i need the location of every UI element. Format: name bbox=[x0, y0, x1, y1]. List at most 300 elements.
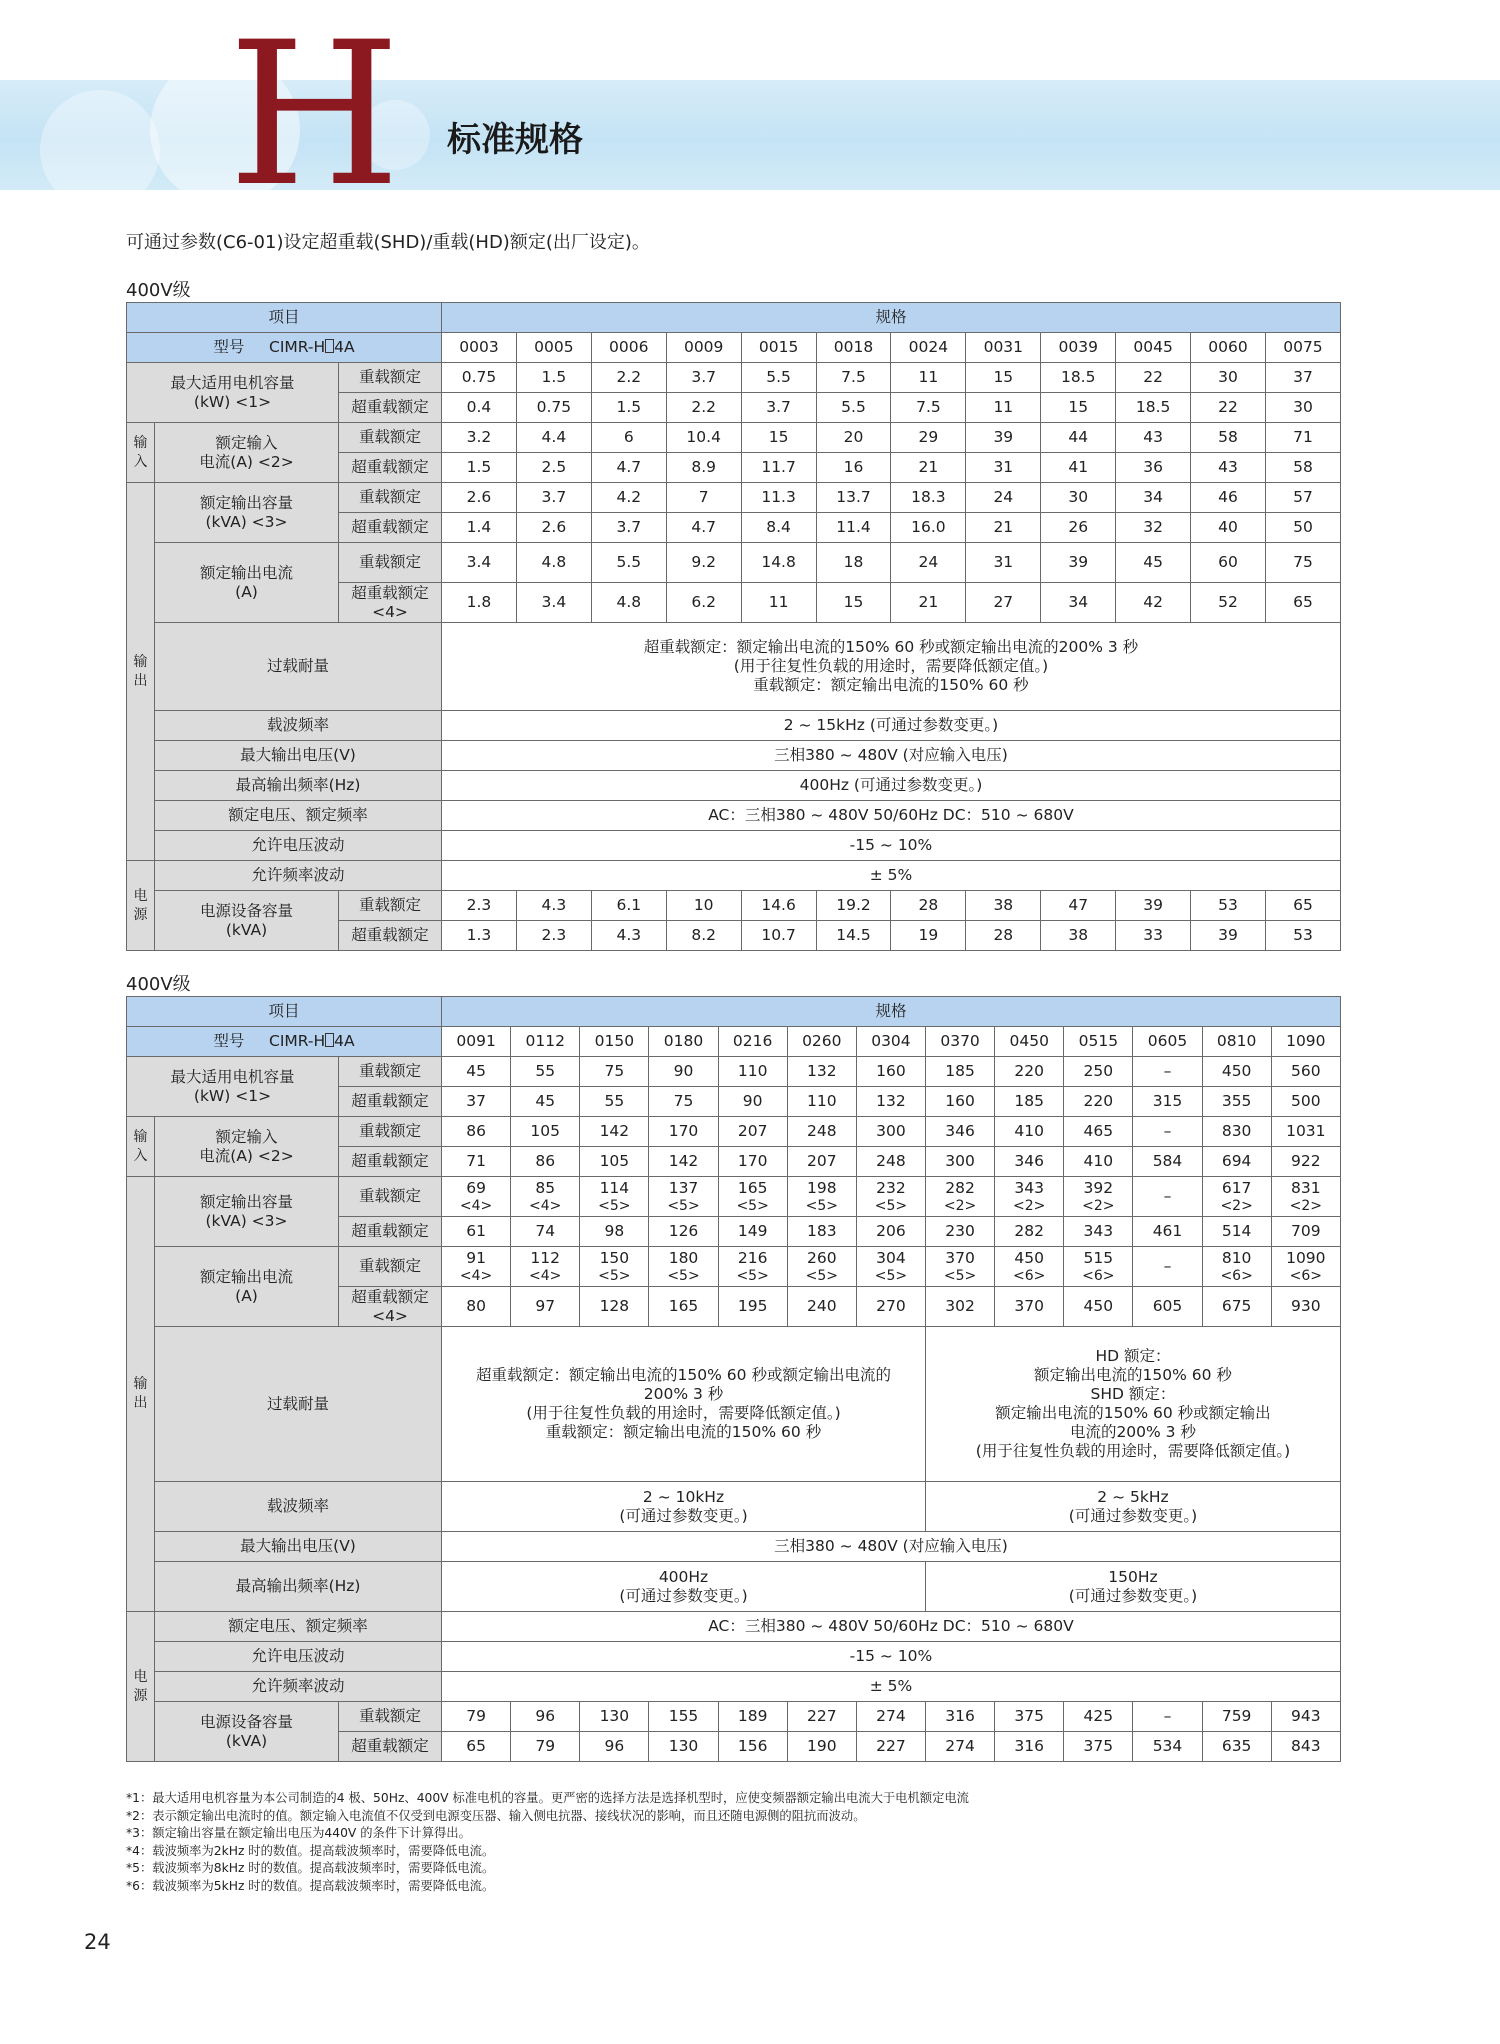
value-cell: 346 bbox=[926, 1117, 995, 1147]
value-cell: 90 bbox=[718, 1087, 787, 1117]
value-cell: 19 bbox=[891, 921, 966, 951]
value-cell: 14.5 bbox=[816, 921, 891, 951]
value-cell: 180 <5> bbox=[649, 1247, 718, 1287]
value-cell: 149 bbox=[718, 1217, 787, 1247]
value-cell: 57 bbox=[1265, 483, 1340, 513]
footnote: *2：表示额定输出电流时的值。额定输入电流值不仅受到电源变压器、输入侧电抗器、接线状况的影响，而且还随电源侧的阻抗而波动。 bbox=[126, 1808, 866, 1823]
row-label: 最大输出电压(V) bbox=[155, 741, 442, 771]
table-row bbox=[127, 1027, 1341, 1057]
header-item: 项目 bbox=[127, 303, 442, 333]
value-cell: 1.4 bbox=[442, 513, 517, 543]
model-number: 0216 bbox=[718, 1027, 787, 1057]
value-cell: 450 bbox=[1064, 1287, 1133, 1327]
spec-text: 三相380 ~ 480V (对应输入电压) bbox=[442, 741, 1341, 771]
model-number: 0009 bbox=[666, 333, 741, 363]
model-number: 0260 bbox=[787, 1027, 856, 1057]
value-cell: 375 bbox=[995, 1702, 1064, 1732]
value-cell: 230 bbox=[926, 1217, 995, 1247]
rating-label: 重载额定 bbox=[339, 1177, 442, 1217]
group-label: 输 入 bbox=[127, 423, 155, 483]
spec-text: 150Hz (可通过参数变更。) bbox=[926, 1562, 1341, 1612]
value-cell: 52 bbox=[1191, 583, 1266, 623]
value-cell: 635 bbox=[1202, 1732, 1271, 1762]
value-cell: 75 bbox=[580, 1057, 649, 1087]
model-number: 0515 bbox=[1064, 1027, 1133, 1057]
value-cell: 450 bbox=[1202, 1057, 1271, 1087]
value-cell: 45 bbox=[1116, 543, 1191, 583]
value-cell: 240 bbox=[787, 1287, 856, 1327]
section-label: 400V级 bbox=[126, 280, 191, 301]
row-label: 额定电压、额定频率 bbox=[155, 801, 442, 831]
value-cell: 343 bbox=[1064, 1217, 1133, 1247]
value-cell: 45 bbox=[511, 1087, 580, 1117]
value-cell: 250 bbox=[1064, 1057, 1133, 1087]
value-cell: 16.0 bbox=[891, 513, 966, 543]
value-cell: 0.75 bbox=[442, 363, 517, 393]
value-cell: 2.2 bbox=[591, 363, 666, 393]
value-cell: 126 bbox=[649, 1217, 718, 1247]
value-cell: 91 <4> bbox=[442, 1247, 511, 1287]
value-cell: 316 bbox=[995, 1732, 1064, 1762]
table-row bbox=[127, 1247, 1341, 1287]
rating-label: 超重载额定 <4> bbox=[339, 1287, 442, 1327]
value-cell: 392 <2> bbox=[1064, 1177, 1133, 1217]
value-cell: 14.8 bbox=[741, 543, 816, 583]
value-cell: 1.5 bbox=[516, 363, 591, 393]
value-cell: 300 bbox=[856, 1117, 925, 1147]
rating-label: 重载额定 bbox=[339, 483, 442, 513]
value-cell: 26 bbox=[1041, 513, 1116, 543]
rating-label: 超重载额定 bbox=[339, 513, 442, 543]
header-spec: 规格 bbox=[442, 303, 1341, 333]
table-row bbox=[127, 831, 1341, 861]
model-number: 0031 bbox=[966, 333, 1041, 363]
value-cell: 105 bbox=[580, 1147, 649, 1177]
spec-table-1 bbox=[126, 302, 1341, 951]
spec-text: AC：三相380 ~ 480V 50/60Hz DC：510 ~ 680V bbox=[442, 801, 1341, 831]
value-cell: 96 bbox=[580, 1732, 649, 1762]
value-cell: 9.2 bbox=[666, 543, 741, 583]
value-cell: 137 <5> bbox=[649, 1177, 718, 1217]
value-cell: 30 bbox=[1041, 483, 1116, 513]
spec-text: ± 5% bbox=[442, 861, 1341, 891]
spec-text: 2 ~ 10kHz (可通过参数变更。) bbox=[442, 1482, 926, 1532]
value-cell: 53 bbox=[1191, 891, 1266, 921]
value-cell: 1090 <6> bbox=[1271, 1247, 1340, 1287]
value-cell: 75 bbox=[1265, 543, 1340, 583]
value-cell: 6.2 bbox=[666, 583, 741, 623]
value-cell: 1.8 bbox=[442, 583, 517, 623]
value-cell: 31 bbox=[966, 543, 1041, 583]
value-cell: 10.4 bbox=[666, 423, 741, 453]
value-cell: 5.5 bbox=[741, 363, 816, 393]
value-cell: 270 bbox=[856, 1287, 925, 1327]
value-cell: 515 <6> bbox=[1064, 1247, 1133, 1287]
value-cell: 709 bbox=[1271, 1217, 1340, 1247]
rating-label: 超重载额定 bbox=[339, 1732, 442, 1762]
value-cell: 114 <5> bbox=[580, 1177, 649, 1217]
table-row bbox=[127, 1327, 1341, 1482]
value-cell: 560 bbox=[1271, 1057, 1340, 1087]
value-cell: 248 bbox=[856, 1147, 925, 1177]
value-cell: 4.8 bbox=[516, 543, 591, 583]
value-cell: – bbox=[1133, 1117, 1202, 1147]
value-cell: 170 bbox=[649, 1117, 718, 1147]
value-cell: 44 bbox=[1041, 423, 1116, 453]
value-cell: – bbox=[1133, 1177, 1202, 1217]
value-cell: 24 bbox=[891, 543, 966, 583]
table-row bbox=[127, 483, 1341, 513]
model-number: 0450 bbox=[995, 1027, 1064, 1057]
table-row bbox=[127, 997, 1341, 1027]
group-label: 电 源 bbox=[127, 861, 155, 951]
value-cell: 65 bbox=[1265, 891, 1340, 921]
value-cell: 90 bbox=[649, 1057, 718, 1087]
value-cell: 584 bbox=[1133, 1147, 1202, 1177]
model-number: 0005 bbox=[516, 333, 591, 363]
value-cell: 0.4 bbox=[442, 393, 517, 423]
value-cell: 155 bbox=[649, 1702, 718, 1732]
value-cell: 34 bbox=[1116, 483, 1191, 513]
value-cell: 3.2 bbox=[442, 423, 517, 453]
value-cell: 15 bbox=[966, 363, 1041, 393]
rating-label: 重载额定 bbox=[339, 891, 442, 921]
section-label: 400V级 bbox=[126, 974, 191, 995]
group-label: 输 入 bbox=[127, 1117, 155, 1177]
value-cell: 185 bbox=[926, 1057, 995, 1087]
value-cell: 830 bbox=[1202, 1117, 1271, 1147]
value-cell: 282 <2> bbox=[926, 1177, 995, 1217]
value-cell: 130 bbox=[580, 1702, 649, 1732]
value-cell: 3.4 bbox=[442, 543, 517, 583]
table-row bbox=[127, 1612, 1341, 1642]
model-number: 0304 bbox=[856, 1027, 925, 1057]
value-cell: 47 bbox=[1041, 891, 1116, 921]
value-cell: 207 bbox=[718, 1117, 787, 1147]
table-row bbox=[127, 861, 1341, 891]
value-cell: 227 bbox=[787, 1702, 856, 1732]
value-cell: 43 bbox=[1116, 423, 1191, 453]
value-cell: 86 bbox=[442, 1117, 511, 1147]
value-cell: 8.9 bbox=[666, 453, 741, 483]
value-cell: 96 bbox=[511, 1702, 580, 1732]
value-cell: 16 bbox=[816, 453, 891, 483]
table-row bbox=[127, 1057, 1341, 1087]
value-cell: 3.7 bbox=[741, 393, 816, 423]
decor-bubble bbox=[40, 90, 160, 210]
value-cell: 165 <5> bbox=[718, 1177, 787, 1217]
value-cell: 85 <4> bbox=[511, 1177, 580, 1217]
model-number: 1090 bbox=[1271, 1027, 1340, 1057]
value-cell: 45 bbox=[442, 1057, 511, 1087]
rating-label: 超重载额定 bbox=[339, 1147, 442, 1177]
value-cell: 185 bbox=[995, 1087, 1064, 1117]
value-cell: 4.4 bbox=[516, 423, 591, 453]
row-label: 载波频率 bbox=[155, 1482, 442, 1532]
group-label: 电 源 bbox=[127, 1612, 155, 1762]
row-label: 额定输入 电流(A) <2> bbox=[155, 423, 339, 483]
group-label: 输 出 bbox=[127, 1177, 155, 1612]
row-label: 额定电压、额定频率 bbox=[155, 1612, 442, 1642]
value-cell: 11 bbox=[741, 583, 816, 623]
value-cell: 304 <5> bbox=[856, 1247, 925, 1287]
value-cell: 4.7 bbox=[591, 453, 666, 483]
value-cell: 31 bbox=[966, 453, 1041, 483]
value-cell: 1.5 bbox=[442, 453, 517, 483]
value-cell: 55 bbox=[511, 1057, 580, 1087]
model-label: 型号 CIMR-H 4A bbox=[127, 333, 442, 363]
rating-label: 重载额定 bbox=[339, 543, 442, 583]
value-cell: 10 bbox=[666, 891, 741, 921]
rating-label: 重载额定 bbox=[339, 423, 442, 453]
row-label: 额定输入 电流(A) <2> bbox=[155, 1117, 339, 1177]
row-label: 允许电压波动 bbox=[155, 1642, 442, 1672]
value-cell: 227 bbox=[856, 1732, 925, 1762]
model-number: 0015 bbox=[741, 333, 816, 363]
footnote: *5：载波频率为8kHz 时的数值。提高载波频率时，需要降低电流。 bbox=[126, 1861, 495, 1875]
table-row bbox=[127, 1562, 1341, 1612]
row-label: 最高输出频率(Hz) bbox=[155, 771, 442, 801]
value-cell: 39 bbox=[1116, 891, 1191, 921]
value-cell: 97 bbox=[511, 1287, 580, 1327]
value-cell: 189 bbox=[718, 1702, 787, 1732]
header-item: 项目 bbox=[127, 997, 442, 1027]
value-cell: 132 bbox=[856, 1087, 925, 1117]
model-number: 0075 bbox=[1265, 333, 1340, 363]
value-cell: 274 bbox=[926, 1732, 995, 1762]
value-cell: 248 bbox=[787, 1117, 856, 1147]
value-cell: 274 bbox=[856, 1702, 925, 1732]
table-row bbox=[127, 1672, 1341, 1702]
value-cell: 80 bbox=[442, 1287, 511, 1327]
rating-label: 重载额定 bbox=[339, 1117, 442, 1147]
model-label: 型号 CIMR-H 4A bbox=[127, 1027, 442, 1057]
value-cell: 1031 bbox=[1271, 1117, 1340, 1147]
overload-text: HD 额定： 额定输出电流的150% 60 秒 SHD 额定： 额定输出电流的150% 60 秒或额定输出 电流的200% 3 秒 (用于往复性负载的用途时，需要降低额定值。) bbox=[926, 1327, 1341, 1482]
value-cell: 21 bbox=[891, 453, 966, 483]
value-cell: 142 bbox=[580, 1117, 649, 1147]
value-cell: 30 bbox=[1191, 363, 1266, 393]
value-cell: 694 bbox=[1202, 1147, 1271, 1177]
value-cell: 38 bbox=[966, 891, 1041, 921]
value-cell: 79 bbox=[511, 1732, 580, 1762]
value-cell: 11.4 bbox=[816, 513, 891, 543]
value-cell: 206 bbox=[856, 1217, 925, 1247]
spec-text: AC：三相380 ~ 480V 50/60Hz DC：510 ~ 680V bbox=[442, 1612, 1341, 1642]
rating-label: 超重载额定 bbox=[339, 1087, 442, 1117]
value-cell: 55 bbox=[580, 1087, 649, 1117]
value-cell: 7 bbox=[666, 483, 741, 513]
value-cell: 34 bbox=[1041, 583, 1116, 623]
value-cell: 1.3 bbox=[442, 921, 517, 951]
table-row bbox=[127, 741, 1341, 771]
value-cell: 190 bbox=[787, 1732, 856, 1762]
table-row bbox=[127, 623, 1341, 711]
value-cell: 69 <4> bbox=[442, 1177, 511, 1217]
value-cell: 28 bbox=[891, 891, 966, 921]
value-cell: 79 bbox=[442, 1702, 511, 1732]
value-cell: 5.5 bbox=[591, 543, 666, 583]
value-cell: 46 bbox=[1191, 483, 1266, 513]
table-row bbox=[127, 543, 1341, 583]
value-cell: 22 bbox=[1116, 363, 1191, 393]
value-cell: 18.5 bbox=[1041, 363, 1116, 393]
value-cell: 2.5 bbox=[516, 453, 591, 483]
rating-label: 超重载额定 <4> bbox=[339, 583, 442, 623]
value-cell: 21 bbox=[891, 583, 966, 623]
row-label: 载波频率 bbox=[155, 711, 442, 741]
value-cell: 19.2 bbox=[816, 891, 891, 921]
value-cell: 2.3 bbox=[442, 891, 517, 921]
value-cell: 156 bbox=[718, 1732, 787, 1762]
overload-text: 超重载额定：额定输出电流的150% 60 秒或额定输出电流的 200% 3 秒 (用于往复性负载的用途时，需要降低额定值。) 重载额定：额定输出电流的150% 60 秒 bbox=[442, 1327, 926, 1482]
model-number: 0150 bbox=[580, 1027, 649, 1057]
value-cell: 3.7 bbox=[666, 363, 741, 393]
value-cell: 30 bbox=[1265, 393, 1340, 423]
value-cell: 18 bbox=[816, 543, 891, 583]
page-number: 24 bbox=[84, 1930, 111, 1954]
value-cell: 514 bbox=[1202, 1217, 1271, 1247]
value-cell: 8.4 bbox=[741, 513, 816, 543]
table-row bbox=[127, 801, 1341, 831]
value-cell: 3.4 bbox=[516, 583, 591, 623]
row-label: 允许频率波动 bbox=[155, 861, 442, 891]
value-cell: 375 bbox=[1064, 1732, 1133, 1762]
value-cell: 38 bbox=[1041, 921, 1116, 951]
value-cell: 39 bbox=[1041, 543, 1116, 583]
chapter-letter: H bbox=[228, 0, 401, 230]
model-number: 0024 bbox=[891, 333, 966, 363]
model-number: 0060 bbox=[1191, 333, 1266, 363]
value-cell: 41 bbox=[1041, 453, 1116, 483]
table-row bbox=[127, 1117, 1341, 1147]
value-cell: 343 <2> bbox=[995, 1177, 1064, 1217]
value-cell: 18.3 bbox=[891, 483, 966, 513]
table-row bbox=[127, 363, 1341, 393]
table-row bbox=[127, 771, 1341, 801]
row-label: 额定输出容量 (kVA) <3> bbox=[155, 483, 339, 543]
value-cell: 132 bbox=[787, 1057, 856, 1087]
value-cell: 6 bbox=[591, 423, 666, 453]
value-cell: 370 <5> bbox=[926, 1247, 995, 1287]
value-cell: 110 bbox=[718, 1057, 787, 1087]
value-cell: 15 bbox=[741, 423, 816, 453]
value-cell: 4.2 bbox=[591, 483, 666, 513]
rating-label: 重载额定 bbox=[339, 1057, 442, 1087]
value-cell: 2.2 bbox=[666, 393, 741, 423]
value-cell: 22 bbox=[1191, 393, 1266, 423]
table-row bbox=[127, 423, 1341, 453]
rating-label: 重载额定 bbox=[339, 1247, 442, 1287]
model-number: 0039 bbox=[1041, 333, 1116, 363]
value-cell: 4.8 bbox=[591, 583, 666, 623]
value-cell: 534 bbox=[1133, 1732, 1202, 1762]
rating-label: 重载额定 bbox=[339, 1702, 442, 1732]
value-cell: 843 bbox=[1271, 1732, 1340, 1762]
value-cell: 605 bbox=[1133, 1287, 1202, 1327]
table-row bbox=[127, 1177, 1341, 1217]
value-cell: 53 bbox=[1265, 921, 1340, 951]
spec-text: 400Hz (可通过参数变更。) bbox=[442, 771, 1341, 801]
value-cell: 71 bbox=[442, 1147, 511, 1177]
value-cell: 36 bbox=[1116, 453, 1191, 483]
value-cell: 220 bbox=[995, 1057, 1064, 1087]
value-cell: 105 bbox=[511, 1117, 580, 1147]
value-cell: 130 bbox=[649, 1732, 718, 1762]
value-cell: 37 bbox=[442, 1087, 511, 1117]
value-cell: 232 <5> bbox=[856, 1177, 925, 1217]
row-label: 额定输出电流 (A) bbox=[155, 543, 339, 623]
row-label: 电源设备容量 (kVA) bbox=[155, 1702, 339, 1762]
value-cell: 198 <5> bbox=[787, 1177, 856, 1217]
table-row bbox=[127, 1532, 1341, 1562]
row-label: 过载耐量 bbox=[155, 1327, 442, 1482]
page-title: 标准规格 bbox=[447, 120, 583, 160]
value-cell: 346 bbox=[995, 1147, 1064, 1177]
rating-label: 超重载额定 bbox=[339, 921, 442, 951]
value-cell: 2.6 bbox=[442, 483, 517, 513]
value-cell: 86 bbox=[511, 1147, 580, 1177]
model-number: 0018 bbox=[816, 333, 891, 363]
value-cell: 160 bbox=[856, 1057, 925, 1087]
value-cell: 39 bbox=[966, 423, 1041, 453]
value-cell: 183 bbox=[787, 1217, 856, 1247]
table-row bbox=[127, 1702, 1341, 1732]
rating-label: 超重载额定 bbox=[339, 1217, 442, 1247]
model-number: 0045 bbox=[1116, 333, 1191, 363]
header-banner bbox=[0, 80, 1500, 190]
value-cell: 11.7 bbox=[741, 453, 816, 483]
value-cell: 810 <6> bbox=[1202, 1247, 1271, 1287]
value-cell: 42 bbox=[1116, 583, 1191, 623]
value-cell: 260 <5> bbox=[787, 1247, 856, 1287]
value-cell: 71 bbox=[1265, 423, 1340, 453]
model-number: 0370 bbox=[926, 1027, 995, 1057]
value-cell: – bbox=[1133, 1702, 1202, 1732]
row-label: 最高输出频率(Hz) bbox=[155, 1562, 442, 1612]
value-cell: 2.3 bbox=[516, 921, 591, 951]
value-cell: 500 bbox=[1271, 1087, 1340, 1117]
value-cell: 37 bbox=[1265, 363, 1340, 393]
value-cell: 7.5 bbox=[891, 393, 966, 423]
value-cell: 40 bbox=[1191, 513, 1266, 543]
model-number: 0180 bbox=[649, 1027, 718, 1057]
value-cell: 61 bbox=[442, 1217, 511, 1247]
value-cell: 13.7 bbox=[816, 483, 891, 513]
table-row bbox=[127, 303, 1341, 333]
value-cell: 112 <4> bbox=[511, 1247, 580, 1287]
value-cell: 410 bbox=[1064, 1147, 1133, 1177]
value-cell: 110 bbox=[787, 1087, 856, 1117]
model-number: 0605 bbox=[1133, 1027, 1202, 1057]
footnotes bbox=[126, 1790, 969, 1895]
value-cell: 128 bbox=[580, 1287, 649, 1327]
value-cell: 300 bbox=[926, 1147, 995, 1177]
value-cell: 24 bbox=[966, 483, 1041, 513]
row-label: 最大适用电机容量 (kW) <1> bbox=[127, 363, 339, 423]
value-cell: 60 bbox=[1191, 543, 1266, 583]
footnote: *6：载波频率为5kHz 时的数值。提高载波频率时，需要降低电流。 bbox=[126, 1878, 495, 1893]
group-label: 输 出 bbox=[127, 483, 155, 861]
model-number: 0810 bbox=[1202, 1027, 1271, 1057]
value-cell: 142 bbox=[649, 1147, 718, 1177]
value-cell: 18.5 bbox=[1116, 393, 1191, 423]
value-cell: 14.6 bbox=[741, 891, 816, 921]
row-label: 电源设备容量 (kVA) bbox=[155, 891, 339, 951]
value-cell: 4.3 bbox=[516, 891, 591, 921]
spec-text: 三相380 ~ 480V (对应输入电压) bbox=[442, 1532, 1341, 1562]
value-cell: 3.7 bbox=[591, 513, 666, 543]
